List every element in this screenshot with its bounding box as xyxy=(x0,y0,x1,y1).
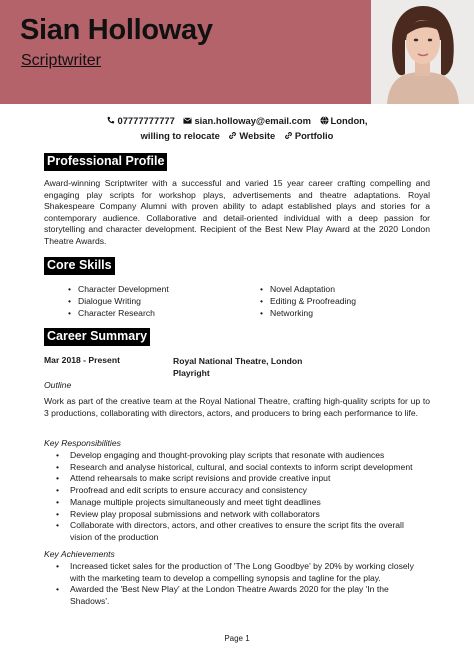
skill-item: • Editing & Proofreading xyxy=(260,295,450,307)
page-number: Page 1 xyxy=(224,634,250,643)
candidate-name: Sian Holloway xyxy=(20,14,213,46)
job-employer: Royal National Theatre, London Playright xyxy=(173,356,303,378)
responsibilities-label: Key Responsibilities xyxy=(44,438,121,448)
envelope-icon xyxy=(183,116,192,125)
website-link[interactable] xyxy=(228,128,275,143)
phone-icon xyxy=(106,116,115,125)
skill-item: • Networking xyxy=(260,307,450,319)
list-item: • Collaborate with directors, actors, and other creatives to ensure the script fits the overall vision of the production xyxy=(56,520,426,543)
skill-item: • Character Development xyxy=(68,283,258,295)
list-item: • Research and analyse historical, cultural, and social contexts to inform script development xyxy=(56,462,426,474)
list-item: • Increased ticket sales for the production of 'The Long Goodbye' by 20% by working closely with the marketing team to develop a compelling synopsis and tagline for the play. xyxy=(56,561,426,584)
email-address: sian.holloway@email.com xyxy=(194,115,311,126)
list-item: • Develop engaging and thought-provoking play scripts that resonate with audiences xyxy=(56,450,426,462)
profile-heading: Professional Profile xyxy=(44,153,167,171)
list-item: • Awarded the 'Best New Play' at the London Theatre Awards 2020 for the play 'In the Shadows'. xyxy=(56,584,426,607)
career-heading: Career Summary xyxy=(44,328,150,346)
profile-text: Award-winning Scriptwriter with a successful and varied 15 year career crafting compelling and engaging play scripts for workshop plays, advertisements and theatre adaptations. Royal Shakespeare Company Alumni with proven ability to adapt established plays and stories for a contemporary audience. Collaborative and detail-oriented individual with a deep passion for storytelling and character development. Recipient of the Best New Play Award at the 2020 London Theatre Awards. xyxy=(44,178,430,246)
skills-column-left xyxy=(68,283,258,319)
achievements-list xyxy=(56,561,426,608)
candidate-role: Scriptwriter xyxy=(21,52,102,69)
website-label: Website xyxy=(239,130,276,141)
portfolio-link[interactable] xyxy=(284,128,334,143)
globe-icon xyxy=(320,116,329,125)
contact-phone[interactable] xyxy=(106,113,174,128)
list-item: • Attend rehearsals to make script revisions and provide creative input xyxy=(56,473,426,485)
contact-block xyxy=(0,113,474,143)
portfolio-label: Portfolio xyxy=(294,130,334,141)
list-item: • Manage multiple projects simultaneously and meet tight deadlines xyxy=(56,497,426,509)
list-item: • Review play proposal submissions and network with collaborators xyxy=(56,509,426,521)
skill-item: • Novel Adaptation xyxy=(260,283,450,295)
list-item: • Proofread and edit scripts to ensure accuracy and consistency xyxy=(56,485,426,497)
phone-number: 07777777777 xyxy=(117,115,175,126)
location-text: London, xyxy=(330,115,368,126)
contact-email[interactable] xyxy=(183,113,310,128)
job-date: Mar 2018 - Present xyxy=(44,355,120,365)
link-icon xyxy=(228,131,237,140)
contact-location xyxy=(320,113,368,128)
profile-photo xyxy=(371,0,474,104)
responsibilities-list xyxy=(56,450,426,544)
link-icon xyxy=(284,131,293,140)
skills-column-right xyxy=(260,283,450,319)
skill-item: • Dialogue Writing xyxy=(68,295,258,307)
outline-label: Outline xyxy=(44,380,72,390)
skill-item: • Character Research xyxy=(68,307,258,319)
skills-heading: Core Skills xyxy=(44,257,115,275)
achievements-label: Key Achievements xyxy=(44,549,115,559)
relocate-text: willing to relocate xyxy=(140,130,220,141)
outline-text: Work as part of the creative team at the Royal National Theatre, crafting high-quality scripts for up to 3 productions, collaborating with directors, actors, and producers to bring each performance to life. xyxy=(44,396,430,418)
